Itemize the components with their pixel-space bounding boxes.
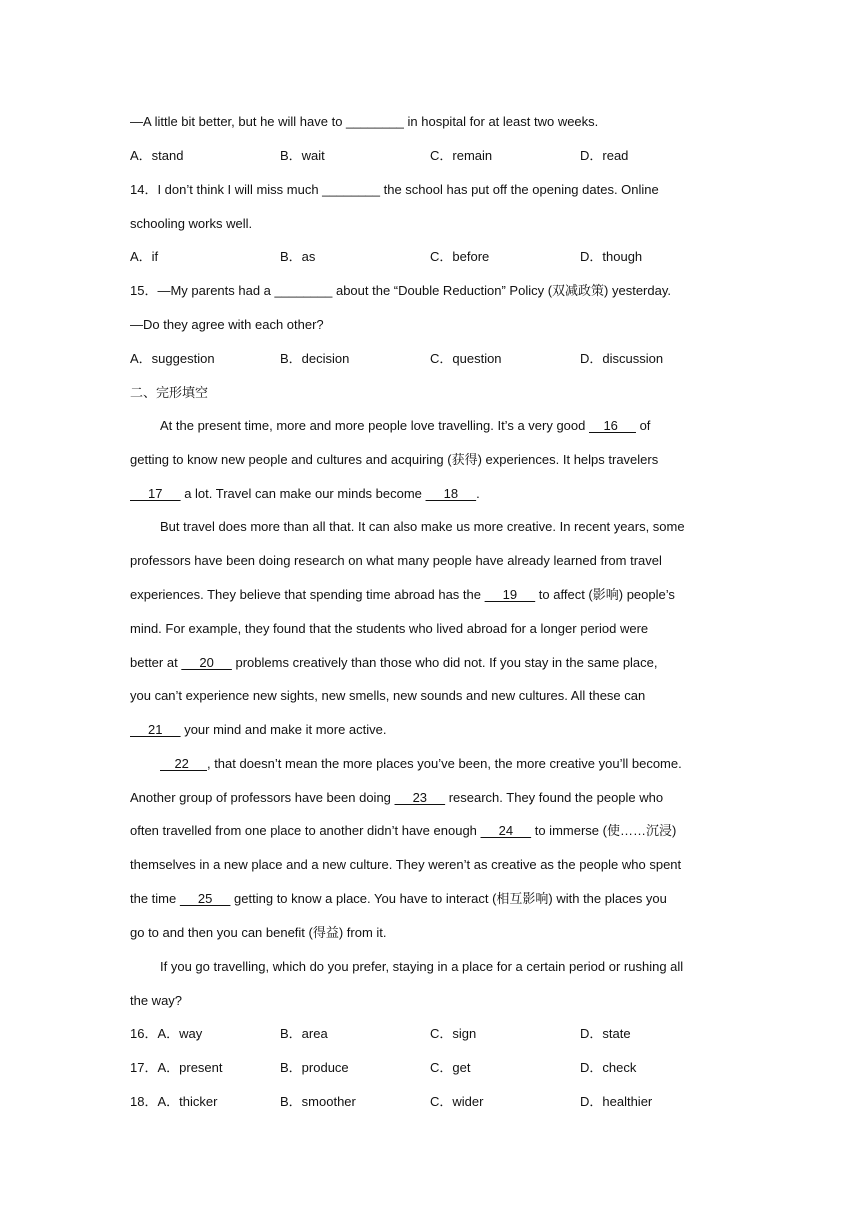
- blank-19: 19: [484, 587, 536, 602]
- passage-p1-line3: [130, 484, 480, 504]
- passage-p4-line2: the way?: [130, 993, 183, 1008]
- q15-stem-line2: —Do they agree with each other?: [130, 317, 324, 332]
- q13-option-b: B．wait: [280, 148, 325, 163]
- q17-option-a: 17．A．present: [130, 1060, 223, 1075]
- q16-option-b: B．area: [280, 1026, 328, 1041]
- blank-16: 16: [589, 418, 636, 433]
- q17-option-c: C．get: [430, 1060, 471, 1075]
- q16-option-c: C．sign: [430, 1026, 477, 1041]
- q15-option-d: D．discussion: [580, 351, 664, 366]
- passage-p2-line2: professors have been doing research on what many people have already learned from travel: [130, 553, 662, 568]
- passage-text: a lot. Travel can make our minds become: [180, 486, 426, 501]
- passage-text: problems creatively than those who did not. If you stay in the same place,: [231, 655, 658, 670]
- passage-text: better at: [130, 655, 182, 670]
- q18-option-d: D．healthier: [580, 1094, 653, 1109]
- q14-option-d: D．though: [580, 249, 643, 264]
- q18-option-a: 18．A．thicker: [130, 1094, 218, 1109]
- passage-p2-line4: mind. For example, they found that the students who lived abroad for a longer period were: [130, 621, 649, 636]
- passage-text: At the present time, more and more people love travelling. It’s a very good: [160, 418, 589, 433]
- blank-20: 20: [181, 655, 232, 670]
- passage-text: often travelled from one place to another didn’t have enough: [130, 823, 481, 838]
- q18-option-b: B．smoother: [280, 1094, 356, 1109]
- q14-stem-line2: schooling works well.: [130, 216, 253, 231]
- q14-option-b: B．as: [280, 249, 316, 264]
- q13-answer-line: —A little bit better, but he will have to ________ in hospital for at least two weeks.: [130, 114, 599, 129]
- q14-option-a: A．if: [130, 249, 159, 264]
- passage-p3-line5: [130, 889, 667, 909]
- section-title-cloze: 二、完形填空: [130, 385, 209, 400]
- passage-text: research. They found the people who: [445, 790, 664, 805]
- passage-p3-line2: [130, 788, 663, 808]
- q14-option-c: C．before: [430, 249, 490, 264]
- passage-p1-line1: [160, 416, 650, 436]
- passage-p3-line6: go to and then you can benefit (得益) from it.: [130, 925, 387, 940]
- passage-text: to affect (影响) people’s: [535, 587, 675, 602]
- q15-stem-line1: 15．—My parents had a ________ about the “Double Reduction” Policy (双减政策) yesterday.: [130, 283, 671, 298]
- q17-option-d: D．check: [580, 1060, 637, 1075]
- q17-option-b: B．produce: [280, 1060, 349, 1075]
- blank-21: 21: [130, 722, 181, 737]
- blank-22: 22: [160, 756, 207, 771]
- passage-text: Another group of professors have been doing: [130, 790, 395, 805]
- passage-p3-line4: themselves in a new place and a new culture. They weren’t as creative as the people who spent: [130, 857, 682, 872]
- passage-text: your mind and make it more active.: [180, 722, 387, 737]
- passage-p2-line7: [130, 720, 387, 740]
- passage-text: to immerse (使……沉浸): [531, 823, 677, 838]
- q13-option-c: C．remain: [430, 148, 493, 163]
- passage-p2-line5: [130, 653, 658, 673]
- blank-24: 24: [480, 823, 532, 838]
- q13-option-a: A．stand: [130, 148, 184, 163]
- blank-23: 23: [394, 790, 446, 805]
- q18-option-c: C．wider: [430, 1094, 484, 1109]
- passage-p3-line3: [130, 821, 676, 841]
- passage-p1-line2: getting to know new people and cultures and acquiring (获得) experiences. It helps travelers: [130, 452, 659, 467]
- passage-p2-line1: But travel does more than all that. It can also make us more creative. In recent years, some: [160, 519, 685, 534]
- passage-text: experiences. They believe that spending time abroad has the: [130, 587, 485, 602]
- q16-option-d: D．state: [580, 1026, 631, 1041]
- passage-text: , that doesn’t mean the more places you’ve been, the more creative you’ll become.: [206, 756, 682, 771]
- passage-p3-line1: [160, 754, 682, 774]
- blank-25: 25: [179, 891, 231, 906]
- q15-option-a: A．suggestion: [130, 351, 215, 366]
- blank-17: 17: [130, 486, 181, 501]
- passage-text: the time: [130, 891, 180, 906]
- passage-text: getting to know a place. You have to interact (相互影响) with the places you: [230, 891, 667, 906]
- passage-text: .: [476, 486, 480, 501]
- q13-option-d: D．read: [580, 148, 629, 163]
- passage-text: of: [635, 418, 651, 433]
- passage-p4-line1: If you go travelling, which do you prefer, staying in a place for a certain period or rushing all: [160, 959, 684, 974]
- passage-p2-line3: [130, 585, 675, 605]
- q14-stem-line1: 14．I don’t think I will miss much ________ the school has put off the opening dates. Online: [130, 182, 659, 197]
- passage-p2-line6: you can’t experience new sights, new smells, new sounds and new cultures. All these can: [130, 688, 646, 703]
- q15-option-c: C．question: [430, 351, 502, 366]
- q15-option-b: B．decision: [280, 351, 350, 366]
- q16-option-a: 16．A．way: [130, 1026, 203, 1041]
- blank-18: 18: [425, 486, 477, 501]
